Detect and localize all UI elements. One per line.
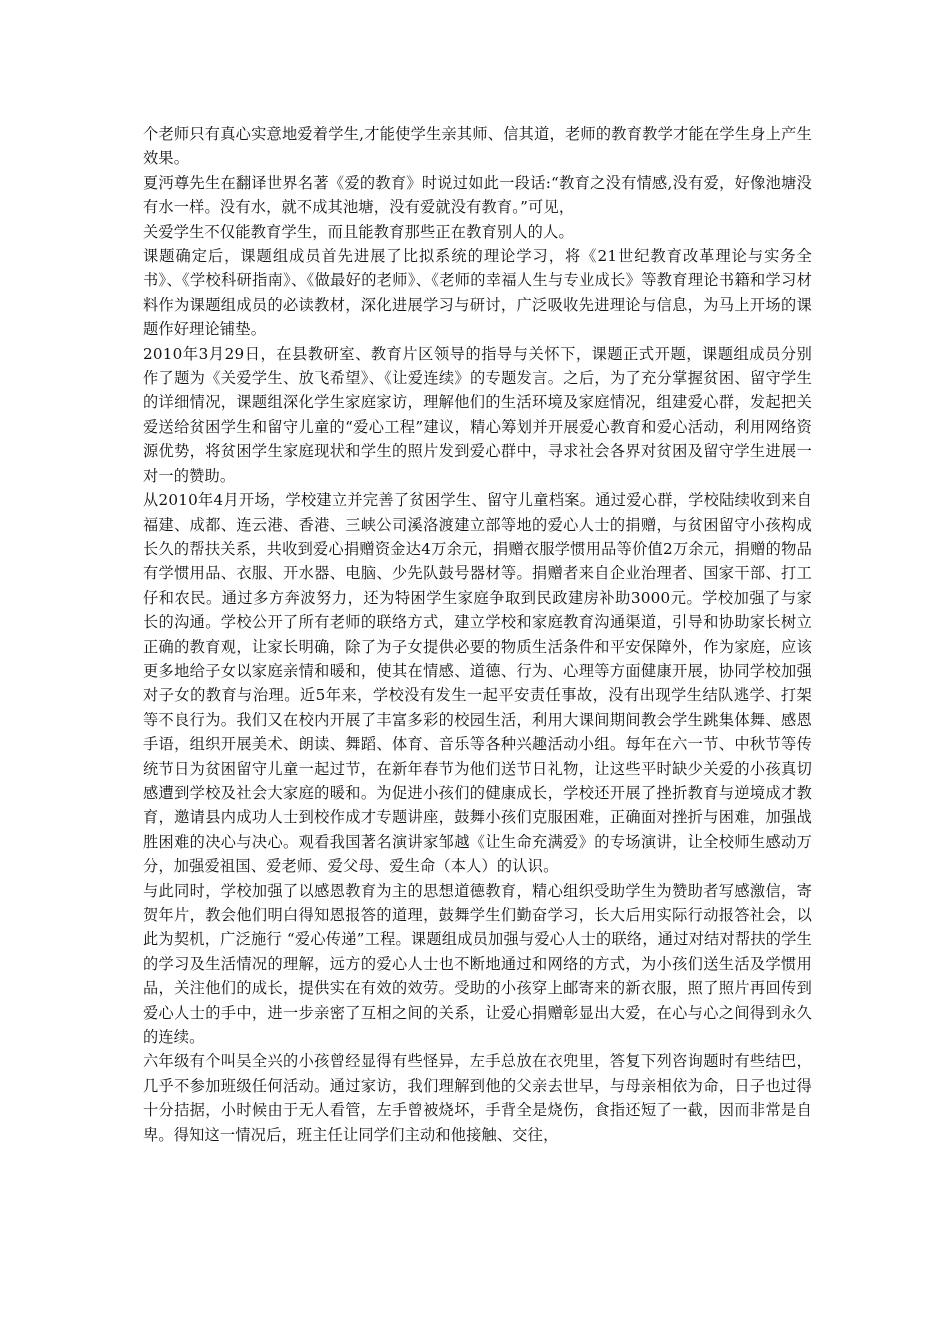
paragraph-8: 六年级有个叫吴全兴的小孩曾经显得有些怪异，左手总放在衣兜里，答复下列咨询题时有些结巴，几乎不参加班级任何活动。通过家访，我们理解到他的父亲去世早，与母亲相依为命，日子也过得十分拮据，小时候由于无人看管，左手曾被烧坏，手背全是烧伤，食指还短了一截，因而非常是自卑。得知这一情况后，班主任让同学们主动和他接触、交往， [143, 1052, 812, 1144]
paragraph-2: 夏沔尊先生在翻译世界名著《爱的教育》时说过如此一段话:“教育之没有情感,没有爱，好像池塘没有水一样。没有水，就不成其池塘，没有爱就没有教育。”可见， [143, 173, 812, 217]
paragraph-6: 从2010年4月开场，学校建立并完善了贫困学生、留守儿童档案。通过爱心群，学校陆续收到来自福建、成都、连云港、香港、三峡公司溪洛渡建立部等地的爱心人士的捐赠，与贫困留守小孩构成长久的帮扶关系，共收到爱心捐赠资金达4万余元，捐赠衣服学惯用品等价值2万余元，捐赠的物品有学惯用品、衣服、开水器、电脑、少先队鼓号器材等。捐赠者来自企业治理者、国家干部、打工仔和农民。通过多方奔波努力，还为特困学生家庭争取到民政建房补助3000元。学校加强了与家长的沟通。学校公开了所有老师的联络方式，建立学校和家庭教育沟通渠道，引导和协助家长树立正确的教育观，让家长明确，除了为子女提供必要的物质生活条件和平安保障外，作为家庭，应该更多地给子女以家庭亲情和暖和，使其在情感、道德、行为、心理等方面健康开展，协同学校加强对子女的教育与治理。近5年来，学校没有发生一起平安责任事故，没有出现学生结队逃学、打架等不良行为。我们又在校内开展了丰富多彩的校园生活，利用大课间期间教会学生跳集体舞、感恩手语，组织开展美术、朗读、舞蹈、体育、音乐等各种兴趣活动小组。每年在六一节、中秋节等传统节日为贫困留守儿童一起过节，在新年春节为他们送节日礼物，让这些平时缺少关爱的小孩真切感遭到学校及社会大家庭的暖和。为促进小孩们的健康成长，学校还开展了挫折教育与逆境成才教育，邀请县内成功人士到校作成才专题讲座，鼓舞小孩们克服困难，正确面对挫折与困难，加强战胜困难的决心与决心。观看我国著名演讲家邹越《让生命充满爱》的专场演讲，让全校师生感动万分，加强爱祖国、爱老师、爱父母、爱生命（本人）的认识。 [143, 491, 812, 876]
paragraph-7: 与此同时，学校加强了以感恩教育为主的思想道德教育，精心组织受助学生为赞助者写感激信，寄贺年片，教会他们明白得知恩报答的道理，鼓舞学生们勤奋学习，长大后用实际行动报答社会，以此为契机，广泛施行 “爱心传递”工程。课题组成员加强与爱心人士的联络，通过对结对帮扶的学生的学习及生活情况的理解，远方的爱心人士也不断地通过和网络的方式，为小孩们送生活及学惯用品，关注他们的成长，提供实在有效的效劳。受助的小孩穿上邮寄来的新衣服，照了照片再回传到爱心人士的手中，进一步亲密了互相之间的关系，让爱心捐赠彰显出大爱，在心与心之间得到永久的连续。 [143, 881, 812, 1047]
paragraph-5: 2010年3月29日，在县教研室、教育片区领导的指导与关怀下，课题正式开题，课题组成员分别作了题为《关爱学生、放飞希望》、《让爱连续》的专题发言。之后，为了充分掌握贫困、留守学生的详细情况，课题组深化学生家庭家访，理解他们的生活环境及家庭情况，组建爱心群，发起把关爱送给贫困学生和留守儿童的“爱心工程”建议，精心筹划并开展爱心教育和爱心活动，利用网络资源优势，将贫困学生家庭现状和学生的照片发到爱心群中，寻求社会各界对贫困及留守学生进展一对一的赞助。 [143, 344, 812, 485]
paragraph-4: 课题确定后，课题组成员首先进展了比拟系统的理论学习，将《21世纪教育改革理论与实务全书》、《学校科研指南》、《做最好的老师》、《老师的幸福人生与专业成长》等教育理论书籍和学习材料作为课题组成员的必读教材，深化进展学习与研讨，广泛吸收先进理论与信息，为马上开场的课题作好理论铺垫。 [143, 247, 812, 339]
document-body [143, 122, 812, 1147]
paragraph-3: 关爱学生不仅能教育学生，而且能教育那些正在教育别人的人。 [143, 222, 574, 241]
paragraph-1: 个老师只有真心实意地爱着学生,才能使学生亲其师、信其道，老师的教育教学才能在学生身上产生效果。 [143, 125, 812, 168]
